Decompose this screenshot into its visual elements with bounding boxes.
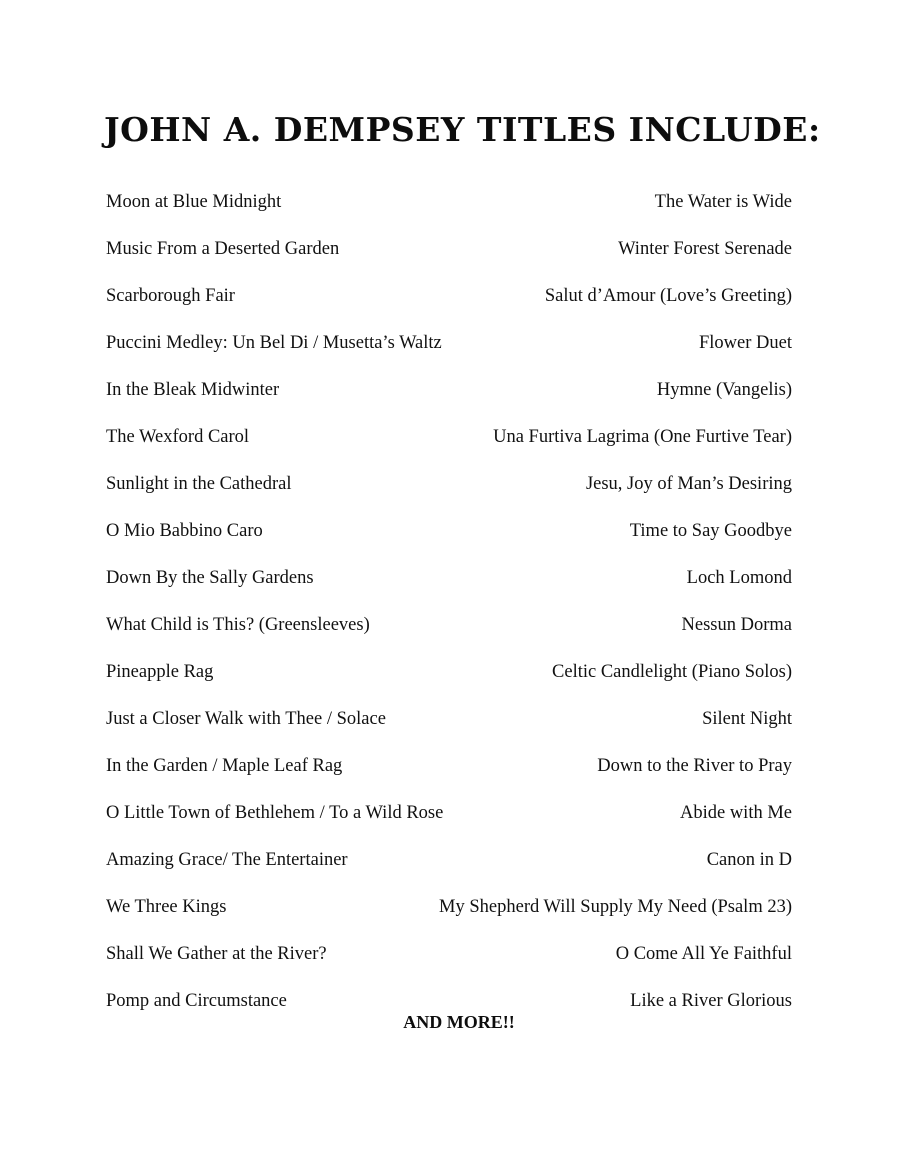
title-left: O Little Town of Bethlehem / To a Wild Rose xyxy=(106,803,444,823)
title-left: Down By the Sally Gardens xyxy=(106,568,314,588)
title-right: Flower Duet xyxy=(699,333,792,353)
title-left: What Child is This? (Greensleeves) xyxy=(106,615,370,635)
title-row xyxy=(106,844,792,891)
title-left: In the Garden / Maple Leaf Rag xyxy=(106,756,343,776)
title-right: Like a River Glorious xyxy=(630,991,792,1011)
title-left: In the Bleak Midwinter xyxy=(106,380,280,400)
title-right: Loch Lomond xyxy=(686,568,792,588)
title-row xyxy=(106,750,792,797)
page-title: JOHN A. DEMPSEY TITLES INCLUDE: xyxy=(104,110,821,149)
title-left: The Wexford Carol xyxy=(106,427,250,447)
title-left: Shall We Gather at the River? xyxy=(106,944,327,964)
title-row xyxy=(106,280,792,327)
title-row xyxy=(106,891,792,938)
title-left: O Mio Babbino Caro xyxy=(106,521,263,541)
title-right: Canon in D xyxy=(706,850,792,870)
titles-list xyxy=(106,186,792,1032)
title-left: Pineapple Rag xyxy=(106,662,214,682)
title-row xyxy=(106,327,792,374)
title-left: Music From a Deserted Garden xyxy=(106,239,340,259)
title-left: Scarborough Fair xyxy=(106,286,235,306)
title-right: My Shepherd Will Supply My Need (Psalm 23) xyxy=(439,897,792,917)
title-row xyxy=(106,797,792,844)
title-left: Sunlight in the Cathedral xyxy=(106,474,292,494)
title-right: Down to the River to Pray xyxy=(597,756,792,776)
title-right: Hymne (Vangelis) xyxy=(656,380,792,400)
title-left: Puccini Medley: Un Bel Di / Musetta’s Waltz xyxy=(106,333,442,353)
title-right: Nessun Dorma xyxy=(681,615,792,635)
title-right: Una Furtiva Lagrima (One Furtive Tear) xyxy=(493,427,792,447)
title-row xyxy=(106,468,792,515)
title-right: Time to Say Goodbye xyxy=(629,521,792,541)
title-row xyxy=(106,233,792,280)
title-left: Just a Closer Walk with Thee / Solace xyxy=(106,709,386,729)
title-row xyxy=(106,186,792,233)
title-right: Jesu, Joy of Man’s Desiring xyxy=(585,474,792,494)
title-row xyxy=(106,562,792,609)
title-row xyxy=(106,938,792,985)
and-more-note: AND MORE!! xyxy=(403,1012,515,1032)
title-right: Abide with Me xyxy=(679,803,792,823)
title-row xyxy=(106,374,792,421)
title-right: Celtic Candlelight (Piano Solos) xyxy=(552,662,792,682)
title-left: Moon at Blue Midnight xyxy=(106,192,282,212)
title-row xyxy=(106,703,792,750)
title-row xyxy=(106,609,792,656)
title-row xyxy=(106,515,792,562)
title-row xyxy=(106,656,792,703)
title-row xyxy=(106,421,792,468)
title-right: O Come All Ye Faithful xyxy=(615,944,792,964)
title-left: We Three Kings xyxy=(106,897,227,917)
title-left: Pomp and Circumstance xyxy=(106,991,287,1011)
title-right: Silent Night xyxy=(702,709,792,729)
title-right: The Water is Wide xyxy=(654,192,792,212)
title-left: Amazing Grace/ The Entertainer xyxy=(106,850,348,870)
title-right: Winter Forest Serenade xyxy=(618,239,792,259)
title-right: Salut d’Amour (Love’s Greeting) xyxy=(544,286,792,306)
